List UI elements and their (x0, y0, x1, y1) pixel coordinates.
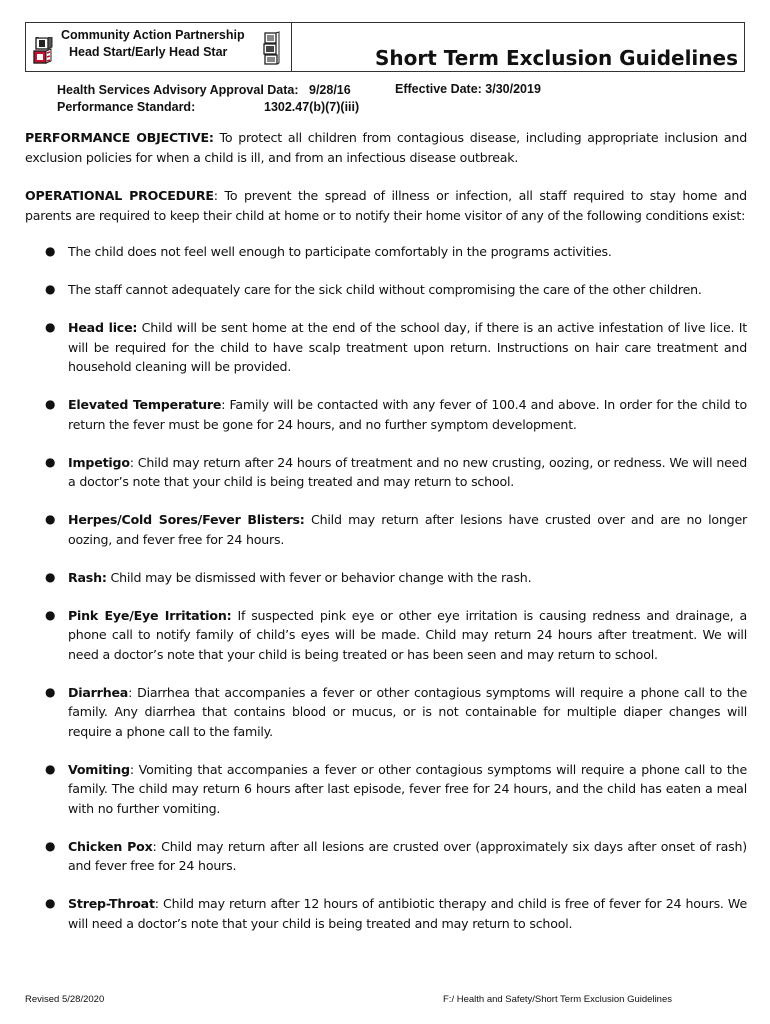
bullet-icon: ● (45, 512, 56, 526)
standard-value: 1302.47(b)(7)(iii) (264, 100, 360, 114)
bullet-icon: ● (45, 607, 56, 622)
list-item: ● Diarrhea: Diarrhea that accompanies a fever or other contagious symptoms will require a phone call to the family. Any diarrhea that contains blood or mucus, or is not containable for multiple diaper changes will require a phone call to the family. (45, 684, 747, 739)
list-item: ● The staff cannot adequately care for the sick child without compromising the care of the other children. (25, 280, 747, 300)
bullet-icon: ● (45, 244, 56, 258)
performance-objective (25, 128, 747, 168)
procedure-text: : To prevent the spread of illness or infection, all staff required to stay home and parents are required to keep their child at home or to notify their home visitor of any of the following conditions exist: (25, 188, 747, 223)
footer-file-path: F:/ Health and Safety/Short Term Exclusion Guidelines (443, 994, 672, 1005)
org-name-line-1: Community Action Partnership (61, 28, 245, 42)
objective-text: To protect all children from contagious disease, including appropriate inclusion and exclusion policies for when a child is ill, and from an infectious disease outbreak. (25, 130, 747, 165)
bullet-icon: ● (45, 454, 56, 469)
list-item: ● Strep-Throat: Child may return after 12 hours of antibiotic therapy and child is free of fever for 24 hours. We will need a doctor’s note that your child is being treated and may return to school. (45, 896, 747, 931)
objective-label: PERFORMANCE OBJECTIVE: (25, 130, 214, 145)
bullet-icon: ● (45, 282, 56, 296)
document-header (25, 22, 745, 72)
list-item: ● Chicken Pox: Child may return after all lesions are crusted over (approximately six days after onset of rash) and fever free for 24 hours. (45, 838, 747, 873)
standard-label: Performance Standard: (57, 100, 196, 114)
effective-date: Effective Date: 3/30/2019 (395, 82, 541, 96)
list-item: ● Head lice: Child will be sent home at the end of the school day, if there is an active infestation of live lice. It will be required for the child to have scalp treatment upon return. Instructions on hair care treatment and household cleaning will be provided. (45, 320, 747, 374)
approval-date: 9/28/16 (309, 83, 351, 97)
list-item: ● Herpes/Cold Sores/Fever Blisters: Child may return after lesions have crusted over and are no longer oozing, and fever free for 24 hours. (45, 512, 747, 547)
exclusion-conditions-list (25, 242, 747, 952)
list-item: ● Rash: Child may be dismissed with fever or behavior change with the rash. (25, 568, 747, 588)
stacked-blocks-logo-icon (262, 31, 282, 65)
list-item: ● Pink Eye/Eye Irritation: If suspected pink eye or other eye irritation is causing redness and drainage, a phone call to notify family of child’s eyes will be made. Child may return 24 hours after treatment. We will need a doctor’s note that your child is being treated or has been seen and may return to school. (45, 607, 747, 662)
org-name-line-2: Head Start/Early Head Star (69, 45, 228, 59)
operational-procedure (25, 186, 747, 226)
list-item: ● Impetigo: Child may return after 24 hours of treatment and no new crusting, oozing, or redness. We will need a doctor’s note that your child is being treated and may return to school. (45, 454, 747, 489)
procedure-label: OPERATIONAL PROCEDURE (25, 188, 214, 203)
list-item: ● The child does not feel well enough to participate comfortably in the programs activities. (25, 242, 747, 262)
alphabet-blocks-logo-icon (33, 37, 57, 67)
organization-block (26, 23, 292, 71)
bullet-icon: ● (45, 896, 56, 910)
organization-name (61, 27, 261, 61)
bullet-icon: ● (45, 320, 56, 334)
bullet-icon: ● (45, 397, 56, 411)
bullet-icon: ● (45, 838, 56, 853)
bullet-icon: ● (45, 761, 56, 776)
list-item: ● Vomiting: Vomiting that accompanies a fever or other contagious symptoms will require a phone call to the family. The child may return 6 hours after last episode, fever free for 24 hours, and the child has eaten a meal with no further vomiting. (45, 761, 747, 816)
bullet-icon: ● (45, 569, 56, 584)
bullet-icon: ● (45, 684, 56, 699)
footer-revised-date: Revised 5/28/2020 (25, 994, 105, 1005)
approval-label: Health Services Advisory Approval Data: (57, 83, 299, 97)
list-item: ● Elevated Temperature: Family will be contacted with any fever of 100.4 and above. In order for the child to return the fever must be gone for 24 hours, and no further symptom development. (45, 397, 747, 432)
document-title: Short Term Exclusion Guidelines (374, 46, 738, 70)
